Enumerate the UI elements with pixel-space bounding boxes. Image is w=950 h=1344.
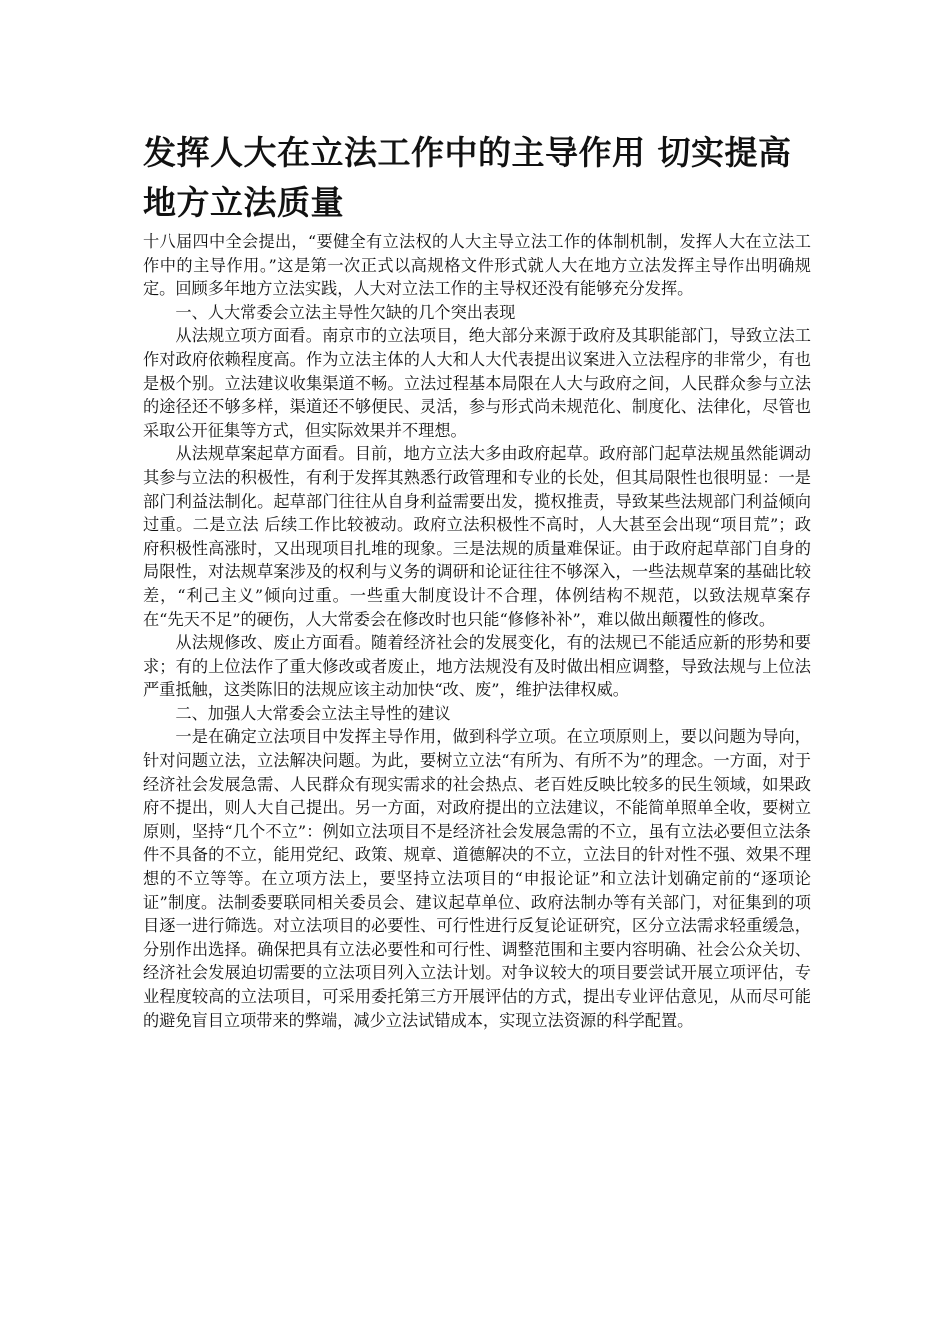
body-paragraph: 从法规修改、废止方面看。随着经济社会的发展变化，有的法规已不能适应新的形势和要求；有的上位法作了重大修改或者废止，地方法规没有及时做出相应调整，导致法规与上位法严重抵触，这类陈旧的法规应该主动加快“改、废”，维护法律权威。: [143, 633, 811, 700]
body-paragraph: 从法规立项方面看。南京市的立法项目，绝大部分来源于政府及其职能部门，导致立法工作对政府依赖程度高。作为立法主体的人大和人大代表提出议案进入立法程序的非常少，有也是极个别。立法建议收集渠道不畅。立法过程基本局限在人大与政府之间，人民群众参与立法的途径还不够多样，渠道还不够便民、灵活，参与形式尚未规范化、制度化、法律化，尽管也采取公开征集等方式，但实际效果并不理想。: [143, 326, 811, 440]
intro-paragraph: 十八届四中全会提出，“要健全有立法权的人大主导立法工作的体制机制，发挥人大在立法工作中的主导作用。”这是第一次正式以高规格文件形式就人大在地方立法发挥主导作出明确规定。回顾多年地方立法实践，人大对立法工作的主导权还没有能够充分发挥。: [143, 232, 811, 299]
document-title: 发挥人大在立法工作中的主导作用 切实提高地方立法质量: [143, 133, 792, 222]
body-paragraph: 从法规草案起草方面看。目前，地方立法大多由政府起草。政府部门起草法规虽然能调动其参与立法的积极性，有利于发挥其熟悉行政管理和专业的长处，但其局限性也很明显：一是部门利益法制化。起草部门往往从自身利益需要出发，揽权推责，导致某些法规部门利益倾向过重。二是立法 后续工作比较被动。政府立法积极性不高时，人大甚至会出现“项目荒”；政府积极性高涨时，又出现项目扎堆的现象。三是法规的质量难保证。由于政府起草部门自身的局限性，对法规草案涉及的权利与义务的调研和论证往往不够深入，一些法规草案的基础比较差，“利己主义”倾向过重。一些重大制度设计不合理，体例结构不规范，以致法规草案存在“先天不足”的硬伤，人大常委会在修改时也只能“修修补补”，难以做出颠覆性的修改。: [143, 444, 811, 629]
section-heading-2: 二、加强人大常委会立法主导性的建议: [175, 703, 451, 723]
document-page: [143, 128, 811, 1032]
section-heading-1: 一、人大常委会立法主导性欠缺的几个突出表现: [175, 302, 516, 322]
body-paragraph: 一是在确定立法项目中发挥主导作用，做到科学立项。在立项原则上，要以问题为导向，针对问题立法，立法解决问题。为此，要树立立法“有所为、有所不为”的理念。一方面，对于经济社会发展急需、人民群众有现实需求的社会热点、老百姓反映比较多的民生领域，如果政府不提出，则人大自己提出。另一方面，对政府提出的立法建议，不能简单照单全收，要树立原则，坚持“几个不立”：例如立法项目不是经济社会发展急需的不立，虽有立法必要但立法条件不具备的不立，能用党纪、政策、规章、道德解决的不立，立法目的针对性不强、效果不理想的不立等等。在立项方法上，要坚持立法项目的“申报论证”和立法计划确定前的“逐项论证”制度。法制委要联同相关委员会、建议起草单位、政府法制办等有关部门，对征集到的项目逐一进行筛选。对立法项目的必要性、可行性进行反复论证研究，区分立法需求轻重缓急，分别作出选择。确保把具有立法必要性和可行性、调整范围和主要内容明确、社会公众关切、经济社会发展迫切需要的立法项目列入立法计划。对争议较大的项目要尝试开展立项评估，专业程度较高的立法项目，可采用委托第三方开展评估的方式，提出专业评估意见，从而尽可能的避免盲目立项带来的弊端，减少立法试错成本，实现立法资源的科学配置。: [143, 727, 811, 1030]
